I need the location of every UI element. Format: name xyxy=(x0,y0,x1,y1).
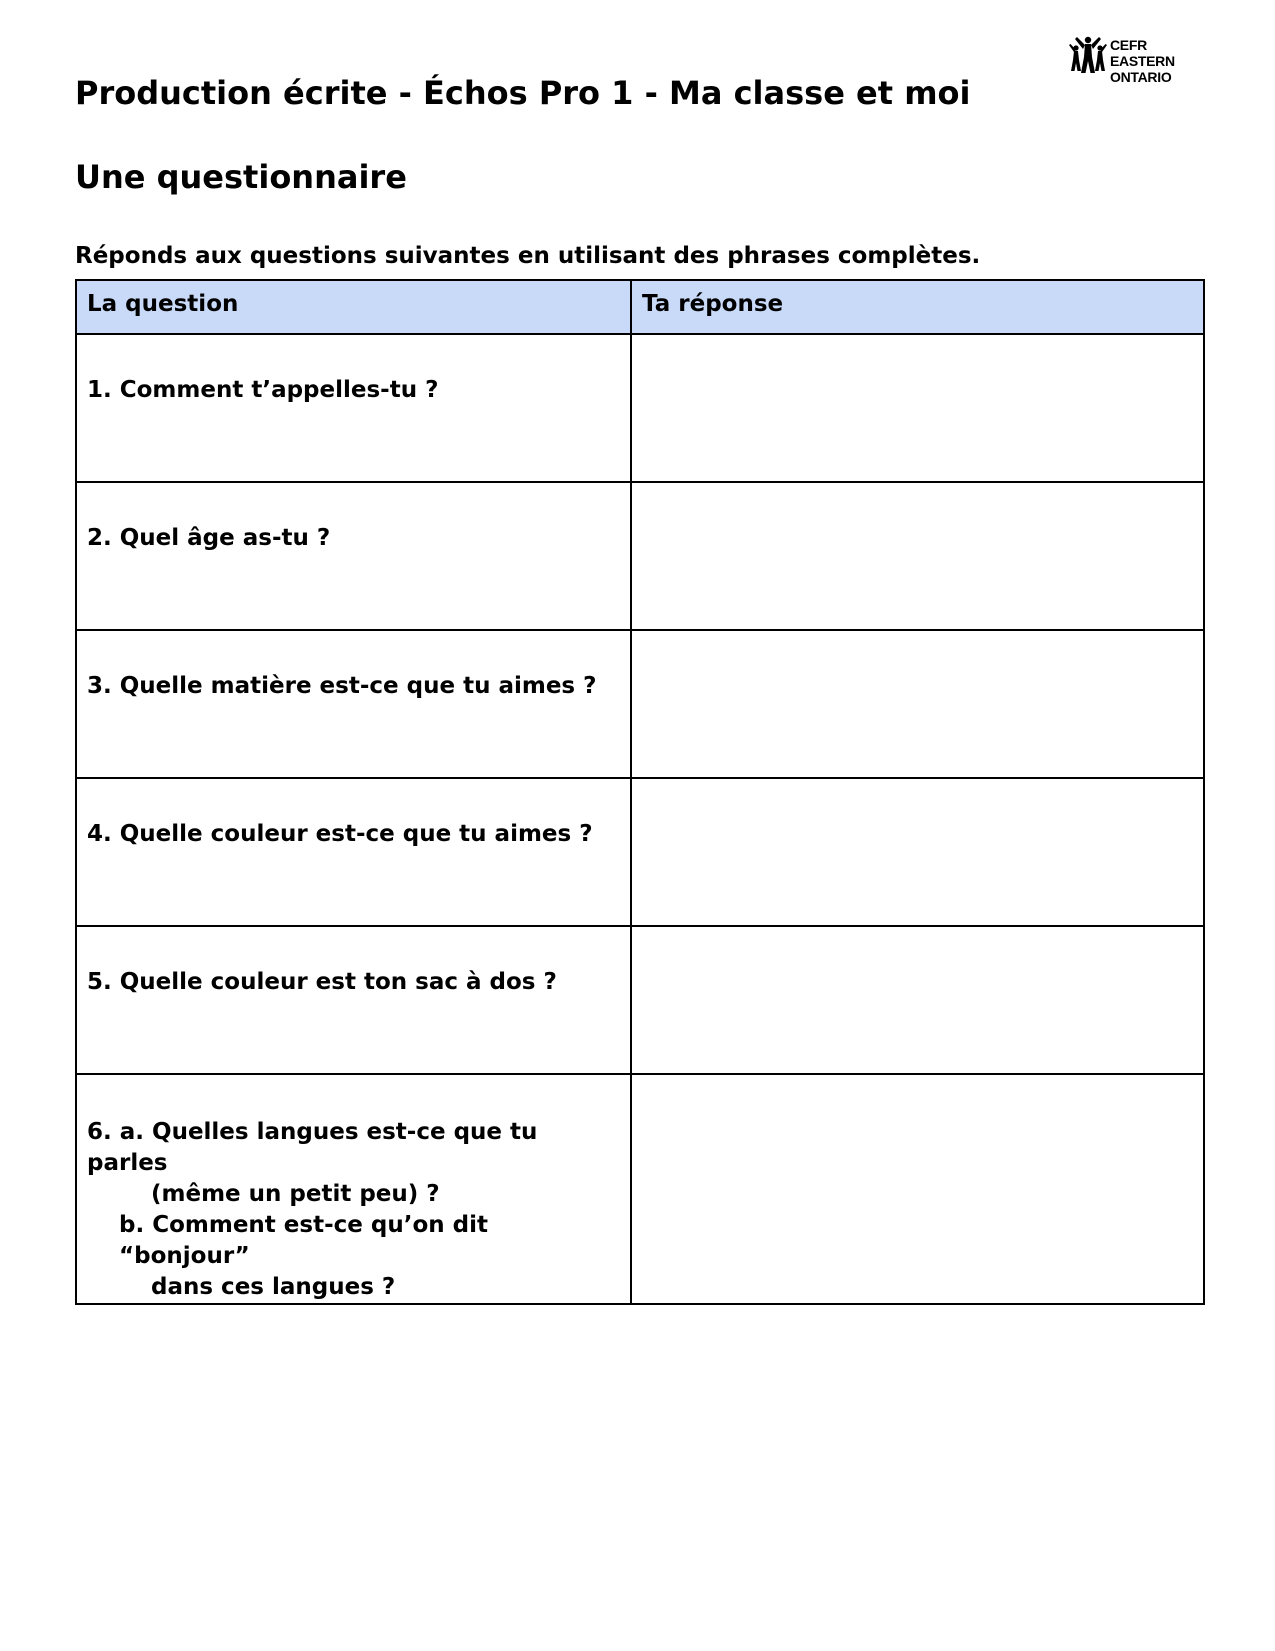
table-header-row xyxy=(76,280,1204,334)
logo-line-2: ONTARIO xyxy=(1110,69,1172,85)
question-6a-line-2: (même un petit peu) ? xyxy=(151,1181,440,1207)
question-cell: 5. Quelle couleur est ton sac à dos ? xyxy=(76,926,631,1074)
question-6a-line-1: 6. a. Quelles langues est-ce que tu parles xyxy=(87,1119,538,1176)
question-cell-6 xyxy=(76,1074,631,1304)
header-question: La question xyxy=(76,280,631,334)
question-cell: 3. Quelle matière est-ce que tu aimes ? xyxy=(76,630,631,778)
table-row xyxy=(76,1074,1204,1304)
table-row xyxy=(76,630,1204,778)
page-title: Production écrite - Échos Pro 1 - Ma classe et moi xyxy=(75,74,971,112)
table-row xyxy=(76,778,1204,926)
answer-cell[interactable] xyxy=(631,630,1204,778)
answer-cell[interactable] xyxy=(631,926,1204,1074)
header-answer: Ta réponse xyxy=(631,280,1204,334)
instructions: Réponds aux questions suivantes en utilisant des phrases complètes. xyxy=(75,243,981,269)
table-row xyxy=(76,482,1204,630)
answer-cell[interactable] xyxy=(631,334,1204,482)
question-6b-line-1: b. Comment est-ce qu’on dit “bonjour” xyxy=(119,1212,488,1269)
question-cell: 2. Quel âge as-tu ? xyxy=(76,482,631,630)
question-cell: 4. Quelle couleur est-ce que tu aimes ? xyxy=(76,778,631,926)
people-cheering-icon xyxy=(1068,35,1108,75)
answer-cell[interactable] xyxy=(631,482,1204,630)
answer-cell[interactable] xyxy=(631,778,1204,926)
question-cell: 1. Comment t’appelles-tu ? xyxy=(76,334,631,482)
question-table xyxy=(75,279,1205,1305)
answer-cell[interactable] xyxy=(631,1074,1204,1304)
question-6b-line-2: dans ces langues ? xyxy=(151,1274,396,1300)
table-row xyxy=(76,926,1204,1074)
page-subtitle: Une questionnaire xyxy=(75,158,407,196)
logo-line-1: CEFR EASTERN xyxy=(1110,37,1175,69)
cefr-logo xyxy=(1068,33,1208,85)
table-row xyxy=(76,334,1204,482)
